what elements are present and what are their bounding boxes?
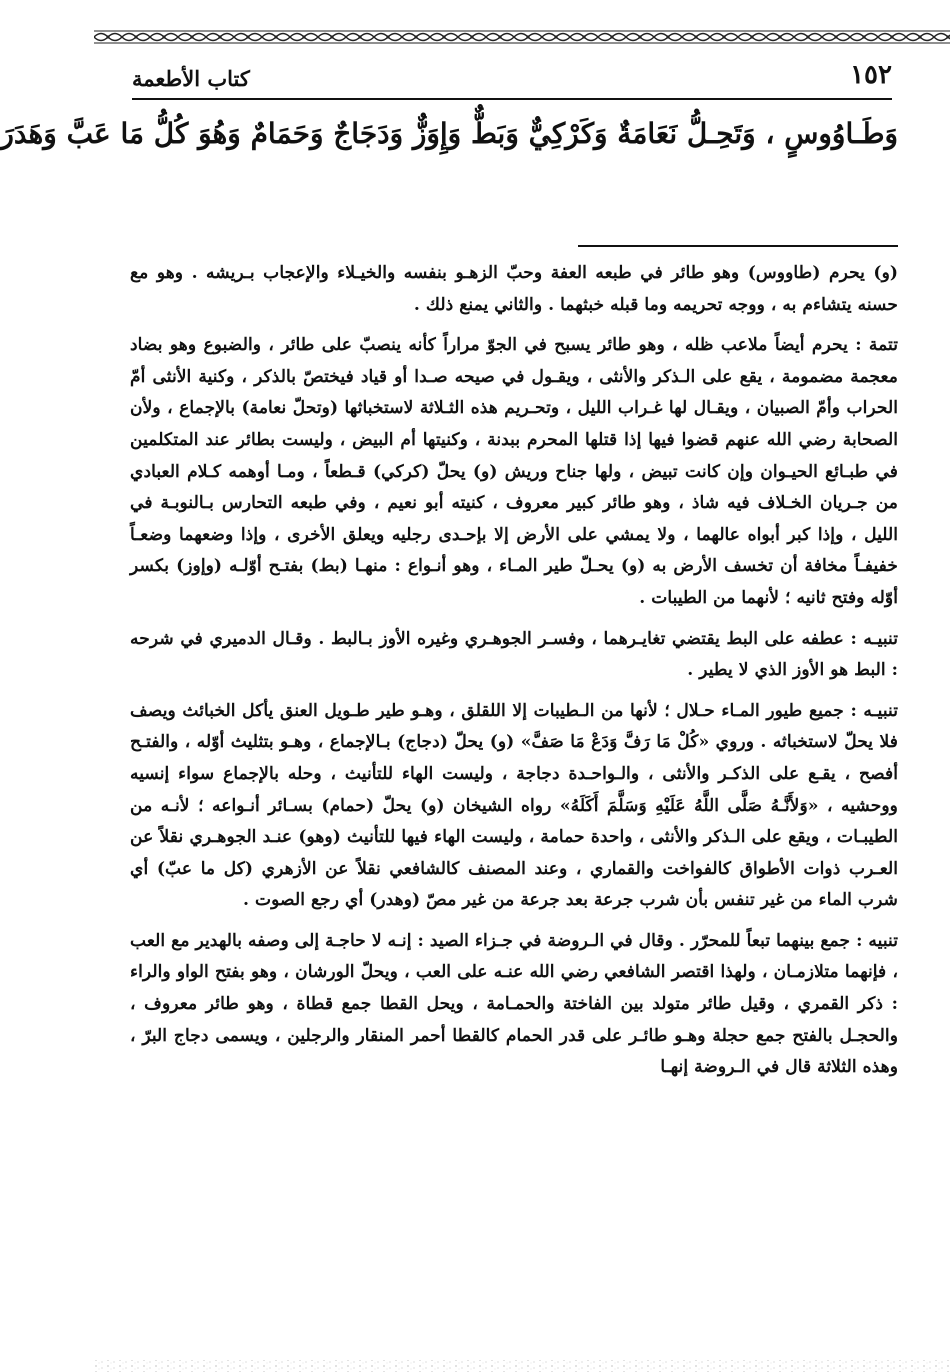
commentary-paragraph: تنبيـه : جميع طيور المـاء حـلال ؛ لأنها من الـطيبات إلا اللقلق ، وهـو طير طـويل العنق يأكل الخبائث ويصف فلا يحلّ لاستخباثه . وروي «كُلْ مَا رَفَّ وَدَعْ مَا صَفَّ» (و) يحلّ (دجاج) بـالإجماع ، وهـو بتثليث أوّله ، والفتـح أفصح ، يقـع على الذكـر والأنثى ، والـواحـدة دجاجة ، وليست الهاء للتأنيث ، وحله بالإجماع سواء إنسيه ووحشيه ، «وَلأَنَّـهُ صَلَّى اللَّهُ عَلَيْهِ وَسَلَّمَ أَكَلَهُ» رواه الشيخان (و) يحلّ (حمام) بسـائر أنـواعه ؛ لأنـه من الطيبـات ، ويقع على الـذكر والأنثى ، واحدة حمامة ، وليست الهاء فيها للتأنيث (وهو) عنـد الجوهـري نقلاً عن العـرب ذوات الأطواق كالفواخت والقماري ، وعند المصنف كالشافعي نقلاً عن الأزهري (كل ما عبّ) أي شرب الماء من غير تنفس بأن شرب جرعة بعد جرعة من غير مصّ (وهدر) أي رجع الصوت .: [130, 700, 898, 911]
footnote-separator: [578, 245, 898, 247]
scan-noise-footer: [94, 1352, 950, 1372]
commentary-paragraph: تنبيه : جمع بينهما تبعاً للمحرّر . وقال في الـروضة في جـزاء الصيد : إنـه لا حاجـة إلى وصفه بالهدير مع العب ، فإنهما متلازمـان ، ولهذا اقتصر الشافعي رضي الله عنـه على العب ، ويحلّ الورشان ، وهو بفتح الواو والراء : ذكر القمري ، وقيل طائر متولد بين الفاختة والحمـامة ، ويحل القطا جمع قطاة ، وهو طائر معروف ، والحجـل بالفتح جمع حجلة وهـو طائـر على قدر الحمام كالقطا أحمر المنقار والرجلين ، ويسمى دجاج البرّ ، وهذه الثلاثة قال في الـروضة إنهـا: [130, 930, 898, 1078]
commentary-paragraph: (و) يحرم (طاووس) وهو طائر في طبعه العفة وحبّ الزهـو بنفسه والخيـلاء والإعجاب بـريشه . وهو مع حسنه يتشاءم به ، ووجه تحريمه وما قبله خبثهما . والثاني يمنع ذلك .: [130, 263, 898, 315]
book-title: كتاب الأطعمة: [132, 66, 250, 91]
page-header: [132, 58, 892, 100]
matn-text: وَطَـاوُوسٍ ، وَتَحِـلُّ نَعَامَةٌ وَكَرْكِيٌّ وَبَطٌّ وَإِوَزٌّ وَدَجَاجٌ وَحَمَامٌ وَهُوَ كُلُّ مَا عَبَّ وَهَدَرَ: [0, 117, 898, 150]
top-ornament-border: [94, 30, 950, 44]
commentary-body: [130, 258, 898, 1346]
commentary-paragraph: تتمة : يحرم أيضاً ملاعب ظله ، وهو طائر يسبح في الجوّ مراراً كأنه ينصبّ على طائر ، والضبوع وهو بضاد معجمة مضمومة ، يقع على الـذكر والأنثى ، ويقـول في صيحه صـدا أو قياد فيختصّ بالذكر ، وكنية الأنثى أمّ الحراب وأمّ الصبيان ، ويقـال لها غـراب الليل ، وتحـريم هذه الثـلاثة لاستخباثها (وتحلّ نعامة) بالإجماع ، ولأن الصحابة رضي الله عنهم قضوا فيها إذا قتلها المحرم ببدنة ، وكنيتها أم البيض ، وليست بطائر عند المتكلمين في طبـائع الحيـوان وإن كانت تبيض ، ولها جناح وريش (و) يحلّ (كركي) قـطعاً ، ومـا أوهمه كـلام العبادي من جـريان الخـلاف فيه شاذ ، وهو طائر كبير معروف ، كنيته أبو نعيم ، وفي طبعه التحارس بـالنوبـة في الليل ، وإذا كبر أبواه عالهما ، ولا يمشي على الأرض إلا بإحـدى رجليه ويعلق الأخرى ، وإذا وضعهما وضعـاً خفيفـاً مخافة أن تخسف الأرض به (و) يحـلّ طير المـاء ، وهو أنـواع : منهـا (بط) بفتـح أوّلـه (وإوز) بكسر أوّله وفتح ثانيه ؛ لأنهما من الطيبات .: [130, 335, 898, 608]
commentary-paragraph: تنبيـه : عطفه على البط يقتضي تغايـرهما ، وفسـر الجوهـري وغيره الأوز بـالبط . وقـال الدميري في شرحه : البط هو الأوز الذي لا يطير .: [130, 628, 898, 681]
page-number: ١٥٢: [850, 60, 892, 90]
